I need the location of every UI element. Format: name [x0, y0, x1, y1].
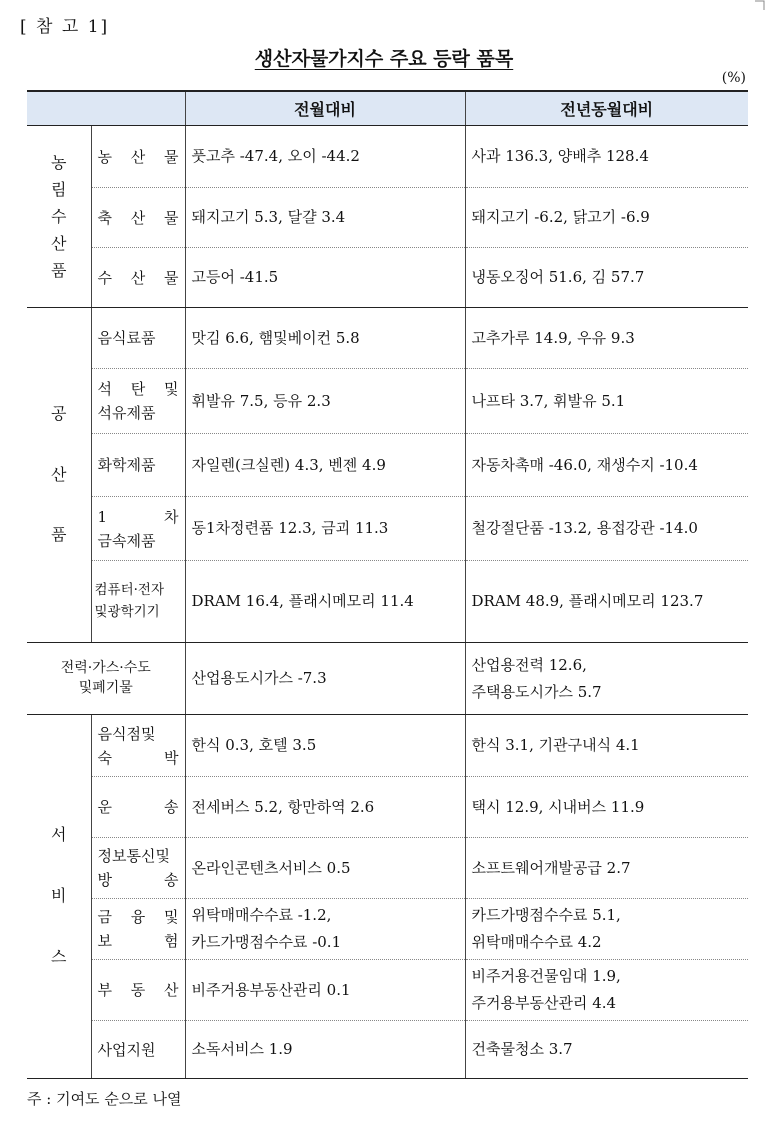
group-services: 서 비 스	[27, 715, 91, 1079]
mom-cell: 자일렌(크실렌) 4.3, 벤젠 4.9	[185, 434, 465, 497]
yoy-cell: 택시 12.9, 시내버스 11.9	[465, 777, 748, 838]
category-cell: 화학제품	[91, 434, 185, 497]
table-row	[27, 561, 748, 643]
group-utilities: 전력·가스·수도 및폐기물	[27, 643, 185, 715]
reference-tag: [ 참 고 1]	[20, 17, 110, 37]
mom-cell: 돼지고기 5.3, 달걀 3.4	[185, 188, 465, 248]
yoy-cell: 건축물청소 3.7	[465, 1021, 748, 1079]
header-blank	[27, 91, 185, 126]
table-row	[27, 643, 748, 715]
mom-cell: 산업용도시가스 -7.3	[185, 643, 465, 715]
document-title: 생산자물가지수 주요 등락 품목	[254, 48, 514, 70]
table-row	[27, 369, 748, 434]
yoy-cell: DRAM 48.9, 플래시메모리 123.7	[465, 561, 748, 643]
table-row	[27, 960, 748, 1021]
yoy-cell: 카드가맹점수수료 5.1, 위탁매매수수료 4.2	[465, 899, 748, 960]
table-row	[27, 497, 748, 561]
mom-cell: DRAM 16.4, 플래시메모리 11.4	[185, 561, 465, 643]
category-cell: 정보통신및 방 송	[91, 838, 185, 899]
mom-cell: 비주거용부동산관리 0.1	[185, 960, 465, 1021]
mom-cell: 맛김 6.6, 햄및베이컨 5.8	[185, 308, 465, 369]
table-row	[27, 308, 748, 369]
table-row	[27, 434, 748, 497]
footnote: 주 : 기여도 순으로 나열	[27, 1090, 182, 1108]
table-row	[27, 248, 748, 308]
header-row	[27, 91, 748, 126]
category-cell: 사업지원	[91, 1021, 185, 1079]
header-yoy: 전년동월대비	[465, 91, 748, 126]
mom-cell: 소독서비스 1.9	[185, 1021, 465, 1079]
mom-cell: 휘발유 7.5, 등유 2.3	[185, 369, 465, 434]
category-cell: 수 산 물	[91, 248, 185, 308]
category-cell: 부 동 산	[91, 960, 185, 1021]
category-cell: 농 산 물	[91, 126, 185, 188]
category-cell: 축 산 물	[91, 188, 185, 248]
yoy-cell: 산업용전력 12.6, 주택용도시가스 5.7	[465, 643, 748, 715]
mom-cell: 전세버스 5.2, 항만하역 2.6	[185, 777, 465, 838]
yoy-cell: 돼지고기 -6.2, 닭고기 -6.9	[465, 188, 748, 248]
yoy-cell: 비주거용건물임대 1.9, 주거용부동산관리 4.4	[465, 960, 748, 1021]
table-row	[27, 188, 748, 248]
category-cell: 1 차 금속제품	[91, 497, 185, 561]
yoy-cell: 자동차촉매 -46.0, 재생수지 -10.4	[465, 434, 748, 497]
yoy-cell: 소프트웨어개발공급 2.7	[465, 838, 748, 899]
price-change-table	[27, 90, 748, 1079]
category-cell: 금 융 및 보 험	[91, 899, 185, 960]
table-row	[27, 715, 748, 777]
table-row	[27, 838, 748, 899]
category-cell: 운 송	[91, 777, 185, 838]
mom-cell: 풋고추 -47.4, 오이 -44.2	[185, 126, 465, 188]
group-industrial: 공 산 품	[27, 308, 91, 643]
corner-mark-icon	[754, 0, 766, 12]
table-row	[27, 126, 748, 188]
mom-cell: 위탁매매수수료 -1.2, 카드가맹점수수료 -0.1	[185, 899, 465, 960]
header-mom: 전월대비	[185, 91, 465, 126]
yoy-cell: 나프타 3.7, 휘발유 5.1	[465, 369, 748, 434]
category-cell: 음식료품	[91, 308, 185, 369]
mom-cell: 온라인콘텐츠서비스 0.5	[185, 838, 465, 899]
yoy-cell: 철강절단품 -13.2, 용접강관 -14.0	[465, 497, 748, 561]
group-agri: 농 림 수 산 품	[27, 126, 91, 308]
mom-cell: 한식 0.3, 호텔 3.5	[185, 715, 465, 777]
category-cell: 음식점및 숙 박	[91, 715, 185, 777]
mom-cell: 고등어 -41.5	[185, 248, 465, 308]
table-row	[27, 899, 748, 960]
yoy-cell: 냉동오징어 51.6, 김 57.7	[465, 248, 748, 308]
unit-label: (%)	[721, 70, 746, 86]
yoy-cell: 사과 136.3, 양배추 128.4	[465, 126, 748, 188]
table-row	[27, 777, 748, 838]
mom-cell: 동1차정련품 12.3, 금괴 11.3	[185, 497, 465, 561]
yoy-cell: 고추가루 14.9, 우유 9.3	[465, 308, 748, 369]
category-cell: 석 탄 및 석유제품	[91, 369, 185, 434]
yoy-cell: 한식 3.1, 기관구내식 4.1	[465, 715, 748, 777]
category-cell: 컴퓨터·전자 및광학기기	[91, 561, 185, 643]
table-row	[27, 1021, 748, 1079]
